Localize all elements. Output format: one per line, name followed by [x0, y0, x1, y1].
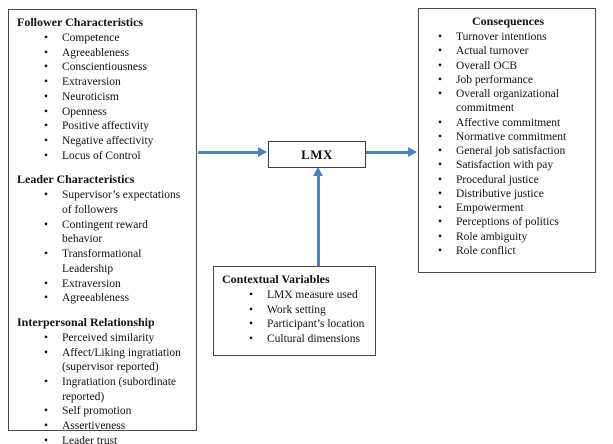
- lmx-to-consequences-arrowhead-icon: [408, 147, 417, 157]
- list-item: • Perceptions of politics: [438, 215, 591, 229]
- list-item: • Openness: [44, 105, 190, 120]
- list-item: • Affective commitment: [438, 116, 591, 130]
- list-item: • Competence: [44, 31, 190, 46]
- list-item: • Job performance: [438, 73, 591, 87]
- list-item: • Overall OCB: [438, 59, 591, 73]
- list-item: • Leader trust: [44, 434, 190, 444]
- list-item: • General job satisfaction: [438, 144, 591, 158]
- list-item: • Work setting: [249, 303, 369, 318]
- contextual-variables-title: Contextual Variables: [222, 272, 330, 286]
- lmx-label: LMX: [301, 146, 333, 162]
- contextual-to-lmx-arrowhead-icon: [313, 167, 323, 176]
- follower-characteristics-title: Follower Characteristics: [17, 15, 144, 29]
- contextual-to-lmx-arrow-line: [317, 176, 320, 266]
- list-item: • Neuroticism: [44, 90, 190, 105]
- consequences-box: [418, 8, 596, 273]
- list-item: • LMX measure used: [249, 288, 369, 303]
- list-item: • Positive affectivity: [44, 119, 190, 134]
- list-item: • Contingent reward behavior: [44, 218, 190, 247]
- leader-characteristics-title: Leader Characteristics: [17, 172, 135, 187]
- list-item: • Extraversion: [44, 277, 190, 292]
- list-item: • Cultural dimensions: [249, 332, 369, 347]
- list-item: • Transformational Leadership: [44, 247, 190, 276]
- list-item: • Perceived similarity: [44, 331, 190, 346]
- list-item: • Role ambiguity: [438, 230, 591, 244]
- list-item: • Supervisor’s expectations of followers: [44, 188, 190, 217]
- interpersonal-relationship-list: [17, 331, 190, 444]
- list-item: • Agreeableness: [44, 46, 190, 61]
- list-item: • Assertiveness: [44, 419, 190, 434]
- list-item: • Ingratiation (subordinate reported): [44, 375, 190, 404]
- list-item: • Locus of Control: [44, 149, 190, 164]
- follower-characteristics-section: [17, 15, 190, 163]
- list-item: • Satisfaction with pay: [438, 158, 591, 172]
- list-item: • Conscientiousness: [44, 60, 190, 75]
- list-item: • Normative commitment: [438, 130, 591, 144]
- leader-characteristics-section: [17, 172, 190, 306]
- list-item: • Extraversion: [44, 75, 190, 90]
- list-item: • Overall organizational commitment: [438, 87, 591, 116]
- list-item: • Affect/Liking ingratiation (supervisor reported): [44, 346, 190, 375]
- list-item: • Self promotion: [44, 404, 190, 419]
- lmx-to-consequences-arrow-line: [366, 151, 409, 154]
- antecedents-to-lmx-arrow-line: [198, 151, 259, 154]
- list-item: • Turnover intentions: [438, 30, 591, 44]
- follower-characteristics-list: [17, 31, 190, 163]
- contextual-variables-list: [222, 288, 369, 347]
- list-item: • Actual turnover: [438, 44, 591, 58]
- interpersonal-relationship-title: Interpersonal Relationship: [17, 314, 155, 329]
- list-item: • Distributive justice: [438, 187, 591, 201]
- consequences-title: Consequences: [471, 14, 544, 28]
- list-item: • Procedural justice: [438, 173, 591, 187]
- leader-characteristics-list: [17, 188, 190, 306]
- list-item: • Agreeableness: [44, 291, 190, 306]
- list-item: • Participant’s location: [249, 317, 369, 332]
- list-item: • Empowerment: [438, 201, 591, 215]
- contextual-variables-box: [213, 266, 376, 356]
- interpersonal-relationship-section: [17, 315, 190, 444]
- list-item: • Role conflict: [438, 244, 591, 258]
- lmx-box: [268, 141, 366, 168]
- list-item: • Negative affectivity: [44, 134, 190, 149]
- antecedents-box: [8, 9, 197, 444]
- consequences-list: [425, 30, 591, 258]
- antecedents-to-lmx-arrowhead-icon: [258, 147, 267, 157]
